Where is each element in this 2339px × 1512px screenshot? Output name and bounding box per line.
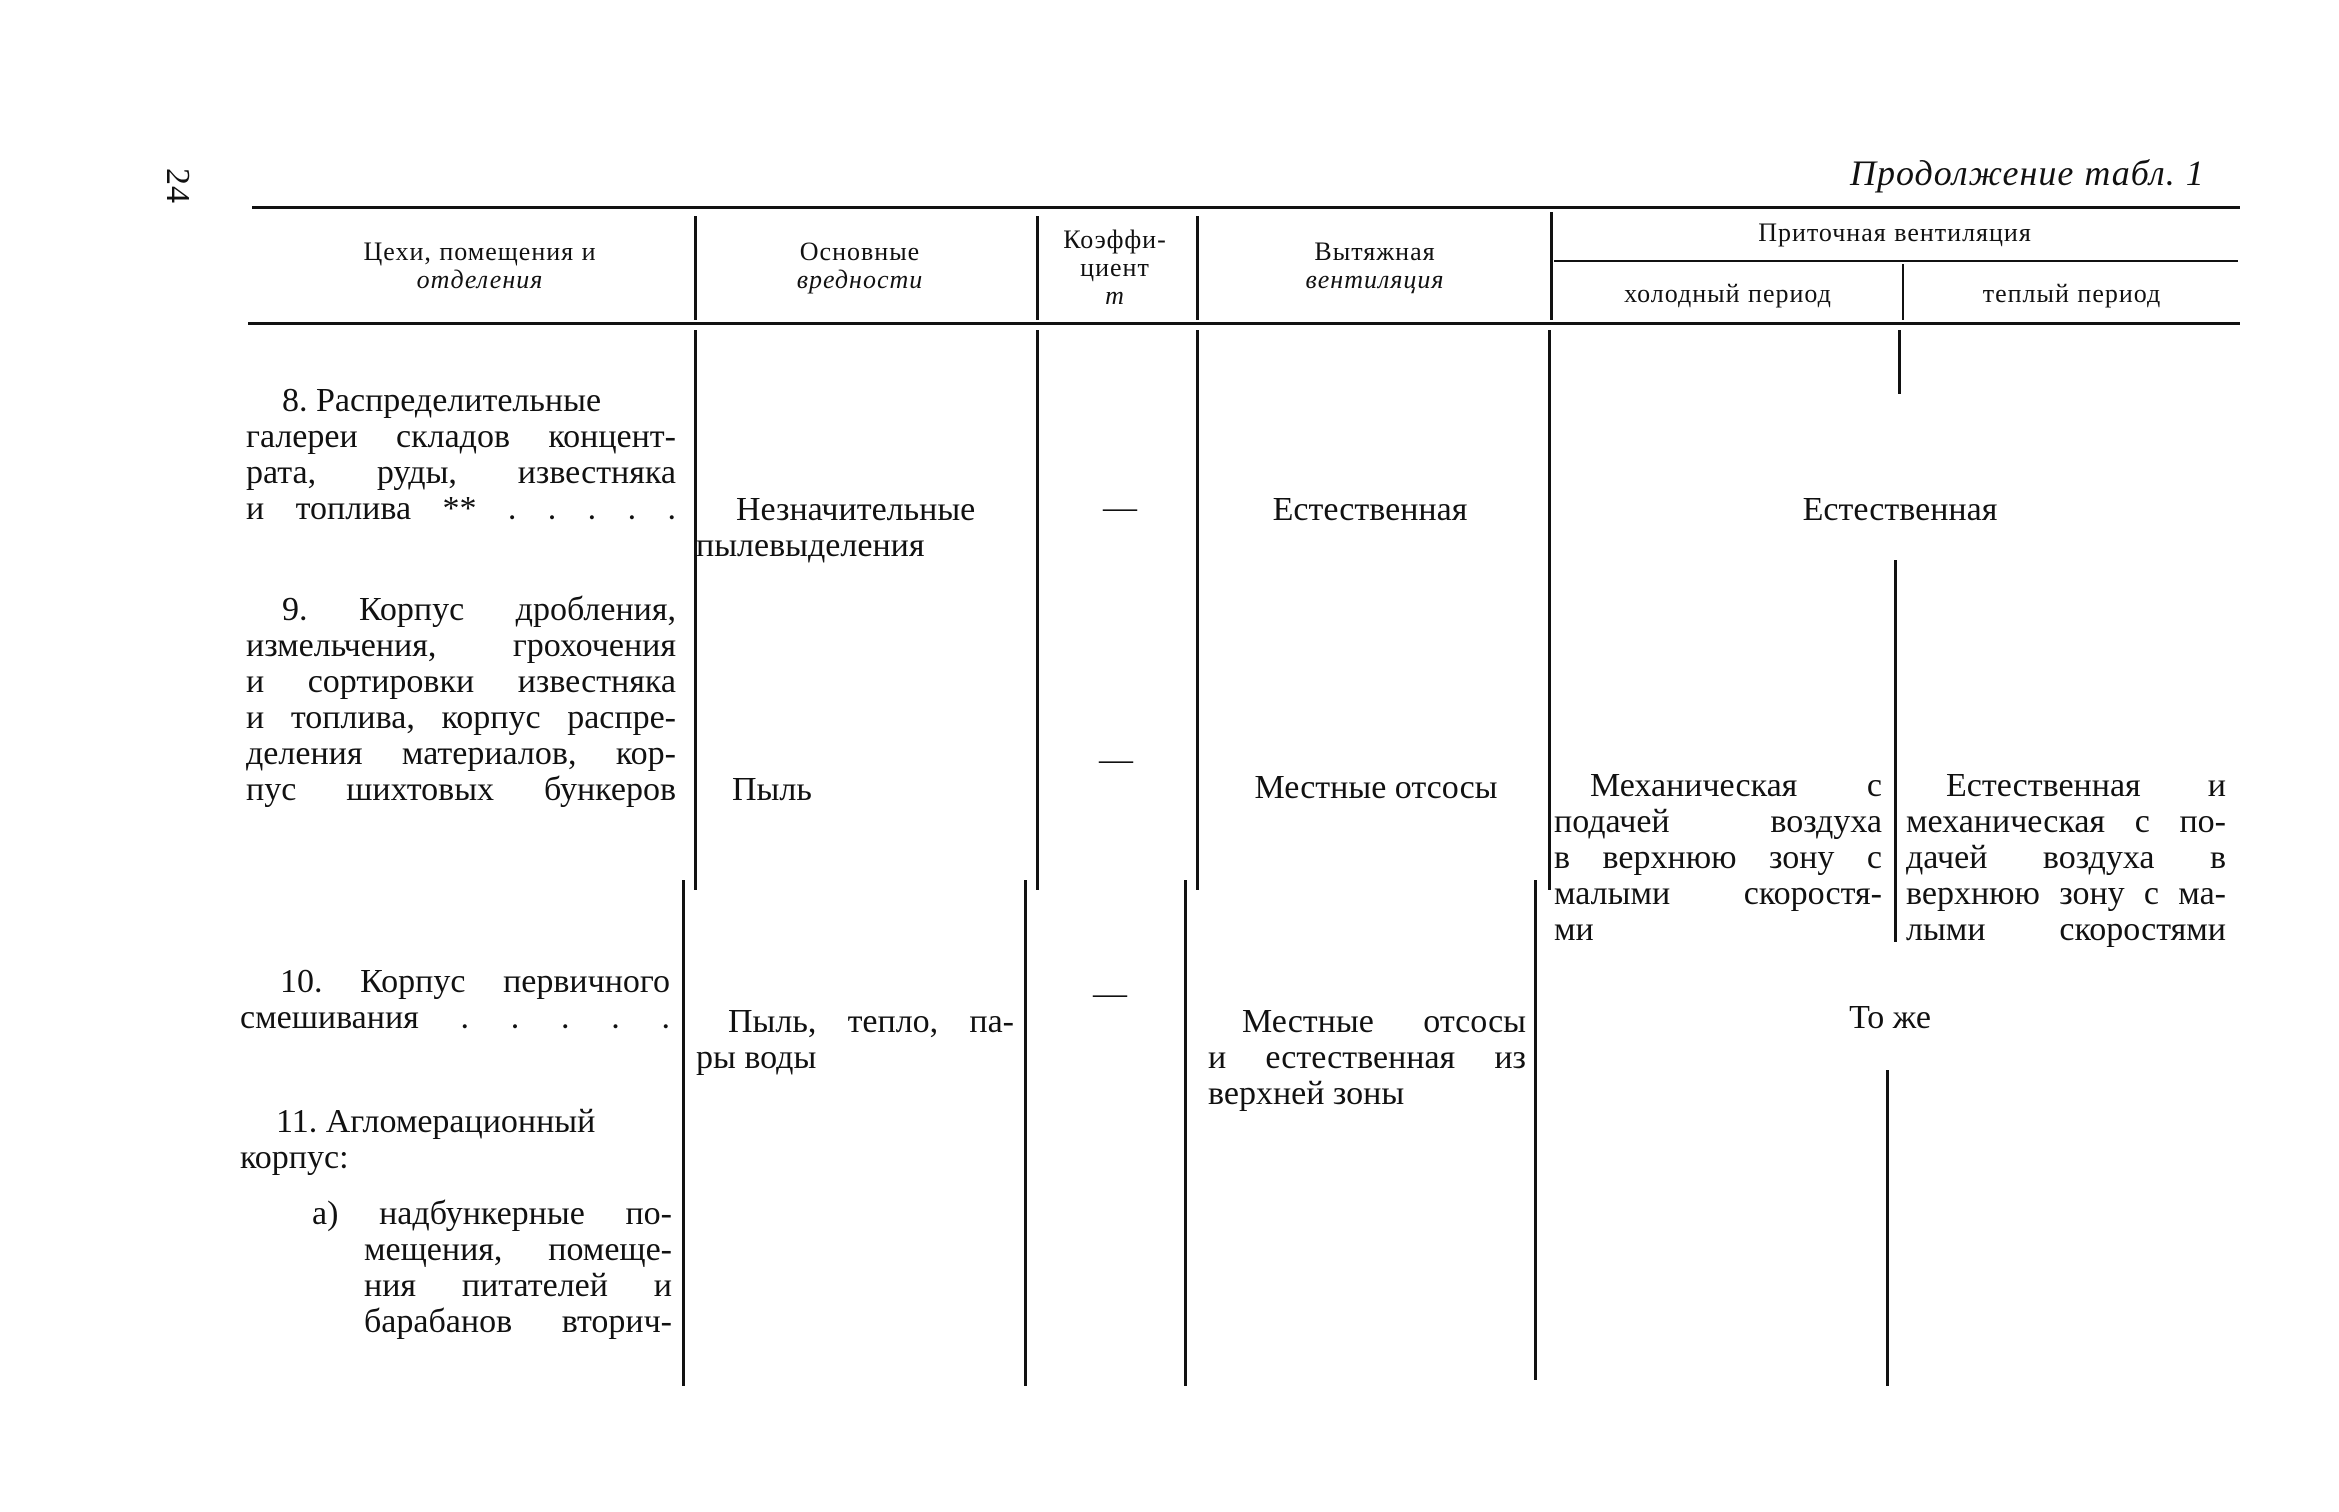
row-8-name: 8. Распределительные галереи складов концент- рата, руды, известняка и топлива ** . . . . . (246, 382, 676, 527)
row-9-name: 9. Корпус дробления, измельчения, грохочения и сортировки известняка и топлива, корпус распре- деления материалов, кор- пус шихтовых бункеров (246, 591, 676, 808)
page-number: 24 (159, 168, 196, 204)
body-divider-1b (682, 880, 685, 1386)
row-8-supply: Естественная (1802, 491, 1998, 528)
row-10-exhaust: Местные отсосы и естественная из верхней зоны (1208, 1003, 1526, 1112)
row-8-hazard: Незначительные пылевыделения (696, 491, 976, 564)
body-divider-4b (1534, 880, 1537, 1380)
header-supply-warm: теплый период (1982, 279, 2162, 308)
header-bottom-rule (248, 322, 2240, 325)
row-8-coefficient: — (1103, 489, 1137, 526)
header-divider-5 (1902, 264, 1904, 320)
row-9-coefficient: — (1099, 741, 1133, 778)
header-divider-2 (1036, 216, 1039, 320)
row-9-exhaust: Местные отсосы (1254, 769, 1498, 806)
row-10-name: 10. Корпус первичного смешивания . . . . . (240, 963, 670, 1036)
row-10-supply: То же (1849, 999, 1931, 1036)
header-divider-4 (1550, 212, 1553, 320)
row-10-hazard: Пыль, тепло, па- ры воды (696, 1003, 1014, 1076)
table-continuation-label: Продолжение табл. 1 (1850, 153, 2205, 193)
row-9-supply-warm: Естественная и механическая с по- дачей воздуха в верхнюю зону с ма- лыми скоростями (1906, 767, 2226, 948)
header-supply-cold: холодный период (1624, 279, 1832, 308)
header-hazards: Основные вредности (796, 237, 924, 294)
row-9-hazard: Пыль (732, 771, 812, 808)
body-divider-4 (1548, 330, 1551, 890)
table-top-rule (252, 206, 2240, 209)
header-exhaust: Вытяжная вентиляция (1305, 237, 1445, 294)
body-divider-5a (1898, 330, 1901, 394)
supply-subheader-rule (1554, 260, 2238, 262)
body-divider-1 (694, 330, 697, 890)
body-divider-3 (1196, 330, 1199, 890)
body-divider-3b (1184, 880, 1187, 1386)
row-10-coefficient: — (1093, 975, 1127, 1012)
body-divider-5c (1886, 1070, 1889, 1386)
header-coefficient: Коэффи- циент m (1063, 225, 1167, 310)
row-8-exhaust: Естественная (1272, 491, 1468, 528)
header-divider-3 (1196, 216, 1199, 320)
row-9-supply-cold: Механическая с подачей воздуха в верхнюю зону с малыми скоростя- ми (1554, 767, 1882, 948)
body-divider-2b (1024, 880, 1027, 1386)
row-11-name: 11. Агломерационный корпус: (240, 1103, 596, 1176)
body-divider-5b (1894, 560, 1897, 942)
header-workshops: Цехи, помещения и отделения (363, 237, 597, 294)
body-divider-2 (1036, 330, 1039, 890)
header-supply: Приточная вентиляция (1758, 218, 2032, 247)
row-11a-name: а) надбункерные по- мещения, помеще- ния питателей и барабанов вторич- (312, 1195, 672, 1340)
header-divider-1 (694, 216, 697, 320)
